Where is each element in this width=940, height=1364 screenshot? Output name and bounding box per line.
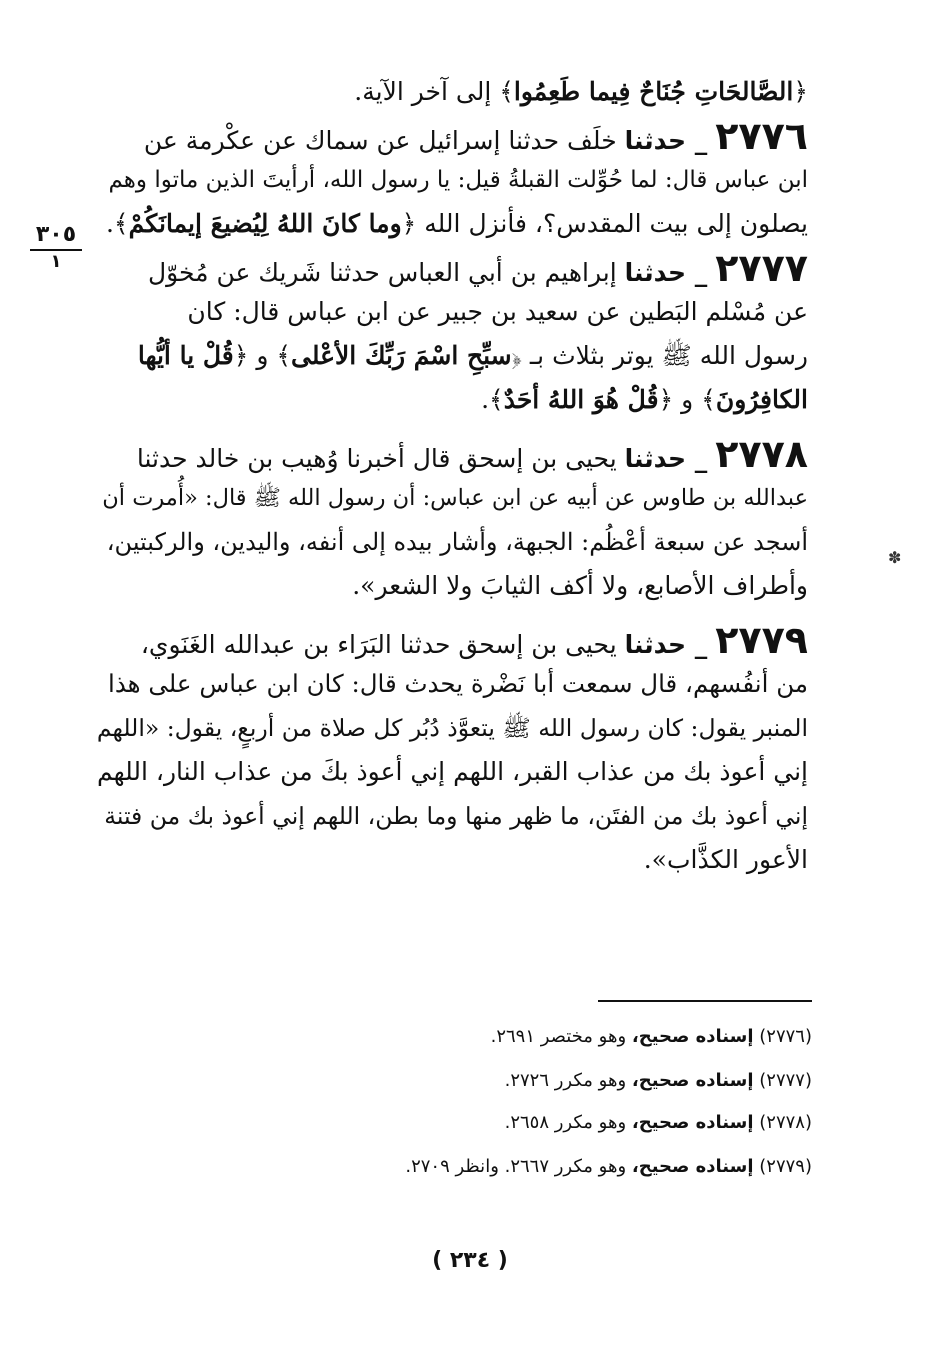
hadith-2776-line-2: ابن عباس قال: لما حُوِّلت القبلةُ قيل: يا رسول الله، أرأيتَ الذين ماتوا وهم (108, 167, 808, 193)
hadith-2779-line-2: من أنفُسهم، قال سمعت أبا نَضْرة يحدث قال: كان ابن عباس على هذا (108, 669, 808, 698)
margin-volume-page: ٣٠٥ (30, 222, 82, 251)
page-number: ( ٢٣٤ ) (432, 1248, 508, 1273)
hadith-2777-line-2: عن مُسْلم البَطين عن سعيد بن جبير عن ابن عباس قال: كان (187, 297, 808, 326)
hadith-number: ٢٧٧٨ (715, 432, 808, 476)
hadith-2779-line-5: إني أعوذ بك من الفتَن، ما ظهر منها وما بطن، اللهم إني أعوذ بك من فتنة (104, 802, 808, 830)
footnote-2777: (٢٧٧٧) إسناده صحيح، وهو مكرر ٢٧٢٦. (504, 1070, 812, 1091)
main-text (96, 70, 808, 882)
intro-line: ﴿الصَّالحَاتِ جُنَاحٌ فِيما طَعِمُوا﴾ إلى آخر الآية. (354, 77, 808, 106)
hadith-2777-line-4: الكافِرُونَ﴾ و ﴿قُلْ هُوَ اللهُ أحَدٌ﴾. (481, 385, 808, 414)
hadith-2778-line-3: أسجد عن سبعة أعْظُم: الجبهة، وأشار بيده إلى أنفه، واليدين، والركبتين، (106, 528, 808, 556)
footnote-2779: (٢٧٧٩) إسناده صحيح، وهو مكرر ٢٦٦٧. وانظر ٢٧٠٩. (405, 1156, 812, 1177)
hadith-2779-line-6: الأعور الكذَّاب». (643, 845, 808, 874)
quran-quote: وما كانَ اللهُ لِيُضيعَ إيمانَكُمْ (128, 209, 402, 238)
margin-reference (30, 222, 82, 272)
margin-part: ١ (50, 251, 62, 272)
hadith-2776-line-1: ٢٧٧٦ _ حدثنا خلَف حدثنا إسرائيل عن سماك عن عكْرمة عن (143, 114, 808, 158)
ornament-icon: ✽ (888, 548, 902, 567)
hadith-2777-line-3: رسول الله ﷺ يوتر بثلاث بـ ﴿سبِّحِ اسْمَ رَبِّكَ الأعْلى﴾ و ﴿قُلْ يا أيُّها (137, 341, 808, 370)
hadith-number: ٢٧٧٧ (715, 246, 808, 290)
hadith-2779-line-3: المنبر يقول: كان رسول الله ﷺ يتعوَّذ دُبُر كل صلاة من أربعٍ، يقول: «اللهم (96, 714, 808, 742)
hadith-2779-line-4: إني أعوذ بك من عذاب القبر، اللهم إني أعوذ بكَ من عذاب النار، اللهم (96, 757, 808, 786)
hadith-2778-line-1: ٢٧٧٨ _ حدثنا يحيى بن إسحق قال أخبرنا وُهيب بن خالد حدثنا (136, 432, 808, 476)
footnote-2776: (٢٧٧٦) إسناده صحيح، وهو مختصر ٢٦٩١. (490, 1026, 812, 1047)
hadith-2776-line-3: يصلون إلى بيت المقدس؟، فأنزل الله ﴿وما كانَ اللهُ لِيُضيعَ إيمانَكُمْ﴾. (105, 209, 808, 238)
hadith-number: ٢٧٧٦ (715, 114, 808, 158)
footnote-2778: (٢٧٧٨) إسناده صحيح، وهو مكرر ٢٦٥٨. (504, 1112, 812, 1133)
hadith-2779-line-1: ٢٧٧٩ _ حدثنا يحيى بن إسحق حدثنا البَرَاء بن عبدالله الغَنَوي، (140, 618, 808, 662)
hadith-2778-line-2: عبدالله بن طاوس عن أبيه عن ابن عباس: أن رسول الله ﷺ قال: «أُمرت أن (102, 485, 808, 511)
hadith-number: ٢٧٧٩ (715, 618, 808, 662)
hadith-2777-line-1: ٢٧٧٧ _ حدثنا إبراهيم بن أبي العباس حدثنا شَريك عن مُخوّل (147, 246, 808, 290)
quran-quote: الصَّالحَاتِ جُنَاحٌ فِيما طَعِمُوا (513, 77, 794, 106)
footnote-divider (598, 1000, 812, 1002)
hadith-2778-line-4: وأطراف الأصابع، ولا أكف الثيابَ ولا الشعر». (352, 571, 808, 600)
